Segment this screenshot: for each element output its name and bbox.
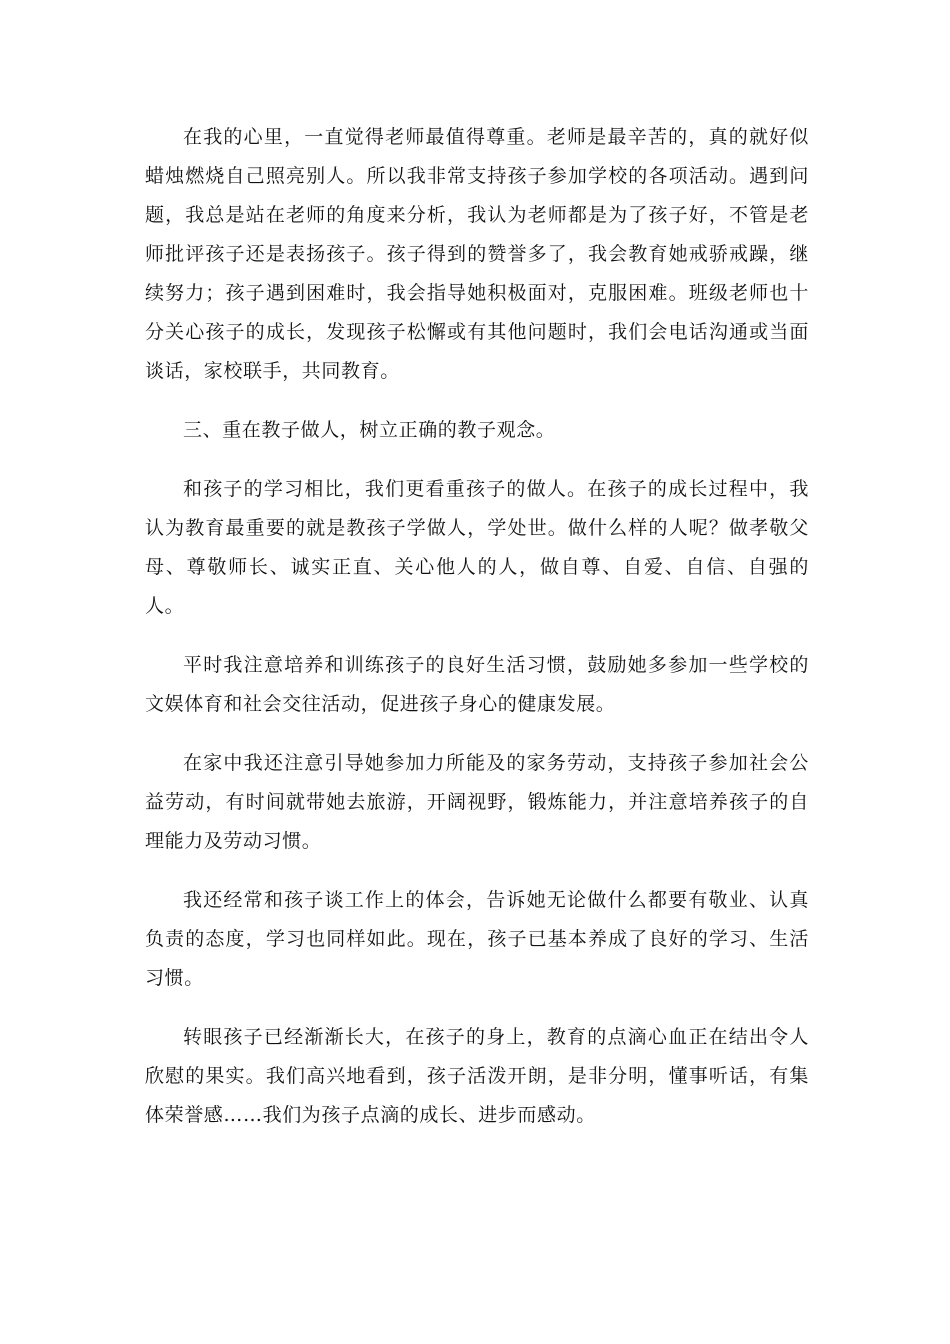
paragraph-character: 和孩子的学习相比，我们更看重孩子的做人。在孩子的成长过程中，我认为教育最重要的就是教孩子学做人，学处世。做什么样的人呢？做孝敬父母、尊敬师长、诚实正直、关心他人的人，做自尊、自爱、自信、自强的人。 bbox=[145, 478, 809, 617]
document-page bbox=[145, 118, 809, 1155]
paragraph-teacher-respect: 在我的心里，一直觉得老师最值得尊重。老师是最辛苦的，真的就好似蜡烛燃烧自己照亮别人。所以我非常支持孩子参加学校的各项活动。遇到问题，我总是站在老师的角度来分析，我认为老师都是为了孩子好，不管是老师批评孩子还是表扬孩子。孩子得到的赞誉多了，我会教育她戒骄戒躁，继续努力；孩子遇到困难时，我会指导她积极面对，克服困难。班级老师也十分关心孩子的成长，发现孩子松懈或有其他问题时，我们会电话沟通或当面谈话，家校联手，共同教育。 bbox=[145, 126, 809, 382]
section-heading-three: 三、重在教子做人，树立正确的教子观念。 bbox=[183, 419, 556, 441]
paragraph-growth: 转眼孩子已经渐渐长大，在孩子的身上，教育的点滴心血正在结出令人欣慰的果实。我们高兴地看到，孩子活泼开朗，是非分明，懂事听话，有集体荣誉感……我们为孩子点滴的成长、进步而感动。 bbox=[145, 1026, 809, 1126]
paragraph-work-attitude: 我还经常和孩子谈工作上的体会，告诉她无论做什么都要有敬业、认真负责的态度，学习也同样如此。现在，孩子已基本养成了良好的学习、生活习惯。 bbox=[145, 889, 809, 989]
paragraph-housework: 在家中我还注意引导她参加力所能及的家务劳动，支持孩子参加社会公益劳动，有时间就带她去旅游，开阔视野，锻炼能力，并注意培养孩子的自理能力及劳动习惯。 bbox=[145, 752, 809, 852]
paragraph-habits: 平时我注意培养和训练孩子的良好生活习惯，鼓励她多参加一些学校的文娱体育和社会交往活动，促进孩子身心的健康发展。 bbox=[145, 654, 809, 715]
